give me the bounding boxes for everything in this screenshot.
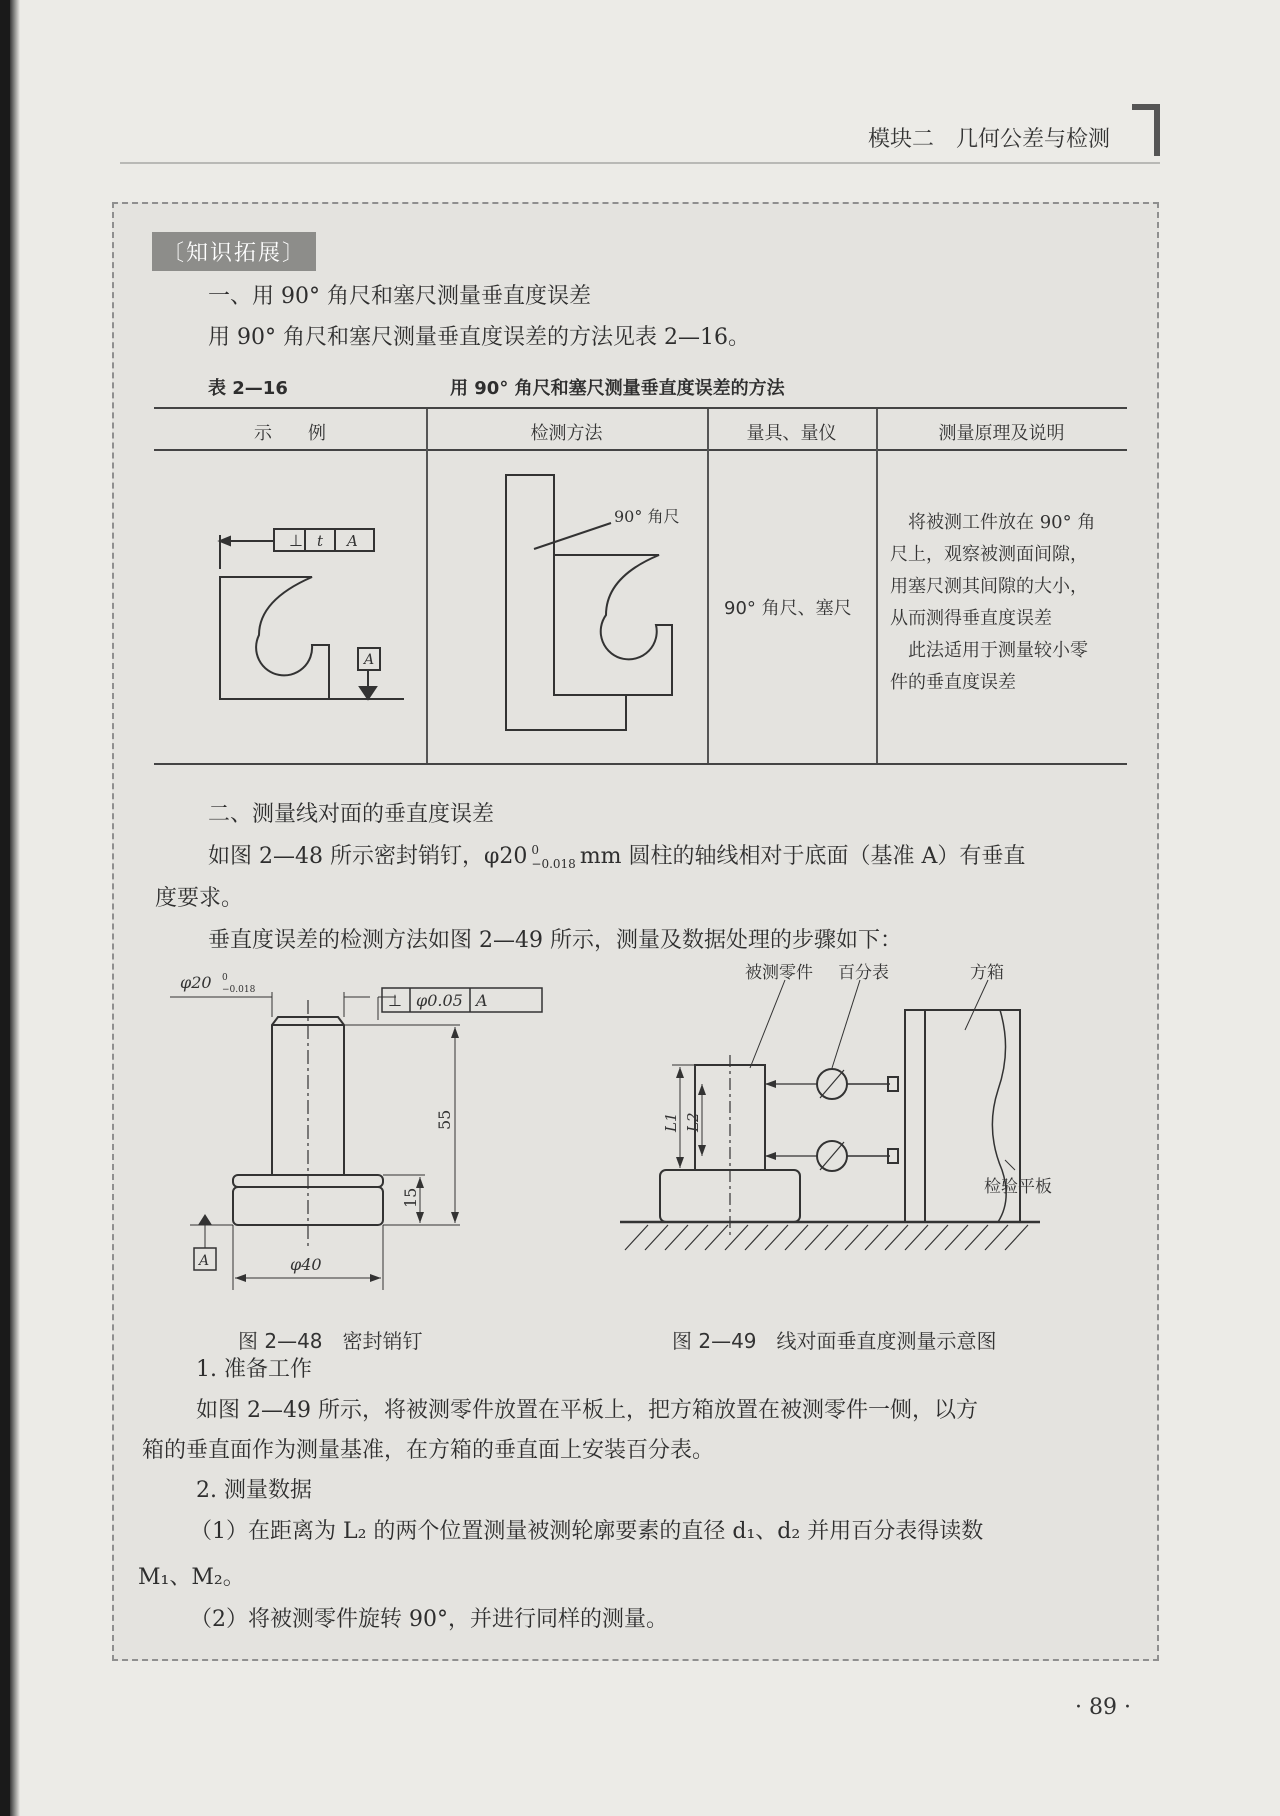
step1-title: 1. 准备工作 bbox=[196, 1357, 312, 1382]
book-binding-edge bbox=[0, 0, 14, 1816]
fig48-dim-55: 55 bbox=[435, 1109, 454, 1130]
header-corner-mark bbox=[1132, 104, 1160, 156]
table-header-tools: 量具、量仪 bbox=[746, 423, 837, 444]
table-col-divider bbox=[707, 409, 709, 763]
step2-line: （1）在距离为 L₂ 的两个位置测量被测轮廓要素的直径 d₁、d₂ 并用百分表得读数 bbox=[190, 1519, 984, 1544]
fig48-dia-label: φ20 bbox=[180, 973, 212, 992]
fig49-label-plate: 检验平板 bbox=[984, 1177, 1052, 1197]
table-col-divider bbox=[876, 409, 878, 763]
table-top-rule bbox=[154, 407, 1127, 409]
para1-tol-lower: −0.018 bbox=[531, 857, 576, 871]
fig49-label-gauge: 百分表 bbox=[838, 963, 889, 983]
fig48-caption: 图 2—48 密封销钉 bbox=[238, 1329, 423, 1353]
method-label: 90° 角尺 bbox=[614, 507, 680, 526]
table-number: 表 2—16 bbox=[208, 378, 288, 399]
section1-intro: 用 90° 角尺和塞尺测量垂直度误差的方法见表 2—16。 bbox=[208, 325, 750, 350]
table-2-16 bbox=[154, 407, 1127, 765]
method-drawing bbox=[426, 455, 707, 755]
step2-title: 2. 测量数据 bbox=[196, 1478, 312, 1503]
table-principle-line: 尺上，观察被测面间隙， bbox=[890, 544, 1088, 565]
page-header bbox=[120, 100, 1160, 164]
fig48-fcf-tol: φ0.05 bbox=[416, 991, 463, 1010]
fig48-dim-15: 15 bbox=[401, 1187, 420, 1208]
knowledge-extension-tag: 〔知识拓展〕 bbox=[152, 232, 316, 271]
datum-box-label: A bbox=[364, 652, 375, 668]
figure-2-48 bbox=[170, 960, 530, 1290]
fig48-fcf-datum: A bbox=[476, 991, 488, 1010]
fig48-datum: A bbox=[199, 1253, 210, 1269]
para1-tol-upper: 0 bbox=[531, 843, 540, 857]
fig49-label-L2: L2 bbox=[684, 1112, 702, 1132]
table-header-example: 示 例 bbox=[254, 423, 326, 444]
section2-para1-cont: 度要求。 bbox=[155, 886, 244, 911]
fig49-caption: 图 2—49 线对面垂直度测量示意图 bbox=[672, 1329, 997, 1353]
fcf-symbol: ⊥ bbox=[289, 531, 303, 550]
fig49-label-part: 被测零件 bbox=[745, 963, 813, 983]
fig48-fcf-symbol: ⊥ bbox=[388, 991, 402, 1010]
step1-line: 如图 2—49 所示，将被测零件放置在平板上，把方箱放置在被测零件一侧，以方 bbox=[196, 1398, 978, 1423]
table-caption: 用 90° 角尺和塞尺测量垂直度误差的方法 bbox=[450, 378, 785, 399]
step2-line: （2）将被测零件旋转 90°，并进行同样的测量。 bbox=[190, 1607, 668, 1632]
para1-part-b: mm 圆柱的轴线相对于底面（基准 A）有垂直 bbox=[579, 844, 1026, 869]
example-drawing bbox=[154, 455, 426, 755]
section1-heading: 一、用 90° 角尺和塞尺测量垂直度误差 bbox=[208, 284, 591, 309]
para1-part-a: 如图 2—48 所示密封销钉，φ20 bbox=[208, 844, 528, 869]
fig49-label-L1: L1 bbox=[662, 1112, 680, 1132]
table-principle-line: 将被测工件放在 90° 角 bbox=[890, 512, 1096, 533]
fcf-tolerance: t bbox=[317, 532, 324, 550]
section2-para1 bbox=[208, 842, 1025, 872]
page-number: · 89 · bbox=[1075, 1695, 1131, 1720]
table-header-principle: 测量原理及说明 bbox=[938, 423, 1065, 444]
fcf-datum: A bbox=[347, 532, 358, 550]
table-bottom-rule bbox=[154, 763, 1127, 765]
table-principle-line: 件的垂直度误差 bbox=[890, 672, 1016, 693]
header-title: 模块二 几何公差与检测 bbox=[867, 127, 1110, 152]
table-principle-line: 从而测得垂直度误差 bbox=[890, 608, 1052, 629]
fig48-dim-40: φ40 bbox=[290, 1255, 322, 1274]
table-header-method: 检测方法 bbox=[530, 423, 603, 444]
figure-2-49 bbox=[620, 960, 1050, 1300]
step1-line: 箱的垂直面作为测量基准，在方箱的垂直面上安装百分表。 bbox=[142, 1438, 715, 1463]
section2-para2: 垂直度误差的检测方法如图 2—49 所示，测量及数据处理的步骤如下： bbox=[208, 928, 902, 953]
para1-tolerance bbox=[531, 843, 575, 871]
table-tools: 90° 角尺、塞尺 bbox=[724, 598, 852, 619]
table-header-rule bbox=[154, 449, 1127, 451]
table-principle-line: 此法适用于测量较小零 bbox=[890, 640, 1088, 661]
table-principle-line: 用塞尺测其间隙的大小， bbox=[890, 576, 1088, 597]
fig48-dia-upper: 0 bbox=[222, 973, 228, 983]
fig49-label-box: 方箱 bbox=[970, 963, 1004, 983]
fig48-dia-lower: −0.018 bbox=[222, 985, 256, 995]
section2-heading: 二、测量线对面的垂直度误差 bbox=[208, 802, 495, 827]
step2-line: M₁、M₂。 bbox=[138, 1565, 245, 1590]
